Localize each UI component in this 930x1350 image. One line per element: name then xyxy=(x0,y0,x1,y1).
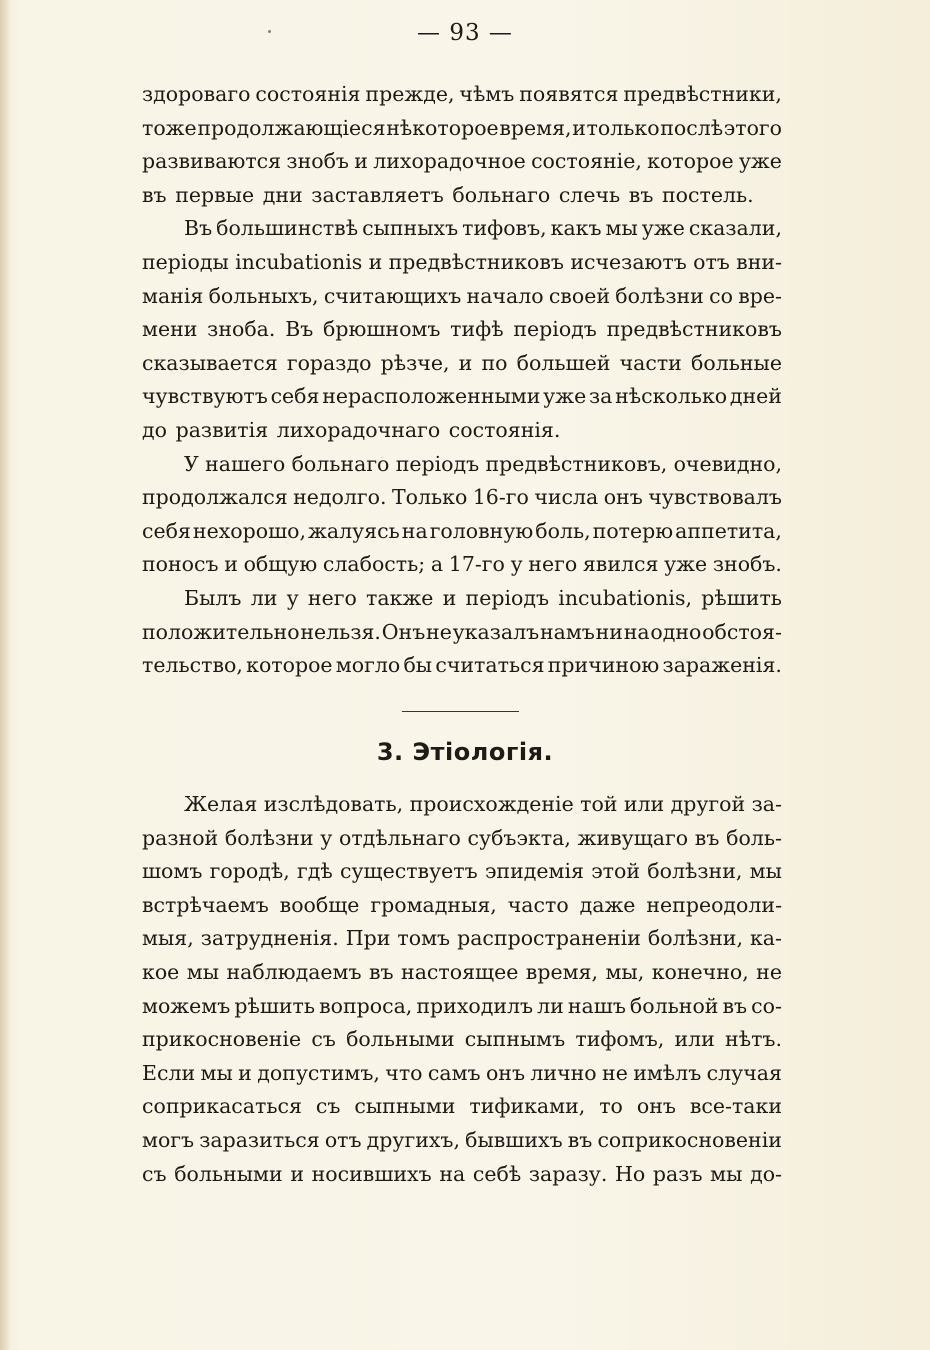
word: ли xyxy=(537,993,564,1018)
word: рѣшить xyxy=(701,585,782,610)
word: другихъ, xyxy=(366,1127,460,1152)
text-line xyxy=(142,313,782,347)
word: и xyxy=(224,552,238,577)
word: болѣзни xyxy=(224,825,314,850)
text-line xyxy=(142,788,782,822)
word: нерасположенными xyxy=(322,384,541,409)
word: не xyxy=(756,959,782,984)
word: жалуясь xyxy=(308,518,400,543)
word: больныхъ, xyxy=(208,283,319,308)
word: здороваго xyxy=(142,82,251,106)
word: дней xyxy=(729,384,782,409)
word: можемъ xyxy=(142,993,231,1018)
word: поносъ xyxy=(142,552,219,577)
section-heading: 3. Этіологія. xyxy=(376,738,554,766)
text-line xyxy=(142,481,782,515)
word: очевидно, xyxy=(673,451,782,476)
word: продолжающіеся xyxy=(197,115,386,140)
word: живущаго xyxy=(577,825,689,850)
word: въ xyxy=(722,993,748,1018)
word: указалъ xyxy=(452,619,540,644)
word: положительно xyxy=(142,619,300,644)
word: головную xyxy=(429,518,534,543)
word: по xyxy=(481,350,508,375)
word: заразу. xyxy=(528,1161,608,1186)
word: болѣзни, xyxy=(647,926,743,951)
word: въ xyxy=(368,959,394,984)
word: той xyxy=(580,792,618,816)
word: нашъ xyxy=(567,993,626,1018)
word: отдѣльнаго xyxy=(339,825,461,850)
text-line xyxy=(142,212,782,246)
section-divider-rule xyxy=(402,711,519,712)
word: отъ xyxy=(693,249,730,274)
word: и xyxy=(458,350,473,375)
word: періодъ xyxy=(465,585,550,610)
word: ли xyxy=(250,585,278,610)
word: Если xyxy=(142,1060,196,1085)
word: самъ xyxy=(427,1060,481,1085)
word: онъ xyxy=(485,1060,526,1085)
text-line xyxy=(142,112,782,146)
word: тифѣ xyxy=(450,317,504,342)
word: большей xyxy=(516,350,611,375)
word: субъэкта, xyxy=(467,825,571,850)
text-line xyxy=(142,246,782,280)
word: то xyxy=(599,1094,623,1119)
word: уже xyxy=(543,384,587,409)
word: и xyxy=(442,585,457,610)
word: случая xyxy=(706,1060,782,1085)
word: слечь xyxy=(558,182,621,207)
word: тифовъ, xyxy=(462,216,547,241)
word: постель. xyxy=(662,182,754,207)
word: части xyxy=(619,350,682,375)
word: которое xyxy=(647,149,734,174)
word: потерю xyxy=(592,518,674,543)
word: время, xyxy=(525,959,598,984)
word: мыя, xyxy=(142,926,194,951)
word: конечно, xyxy=(651,959,749,984)
word: общую xyxy=(243,552,318,577)
word: сказали, xyxy=(688,216,782,241)
word: мы xyxy=(200,1060,233,1085)
word: тификами, xyxy=(469,1094,586,1119)
word: У xyxy=(184,451,199,476)
word: болѣзни, xyxy=(647,859,743,884)
word: съ xyxy=(311,1027,336,1052)
word: болѣзни xyxy=(615,283,704,308)
page-number: — 93 — xyxy=(417,20,513,46)
word: что xyxy=(385,1060,423,1085)
word: чѣмъ xyxy=(459,82,515,106)
word: встрѣчаемъ xyxy=(142,892,269,917)
word: сказывается xyxy=(142,350,278,375)
word: послѣ xyxy=(660,115,724,140)
word: періодъ xyxy=(513,317,597,342)
word: затрудненія. xyxy=(200,926,339,951)
word: изслѣдовать, xyxy=(263,792,404,816)
word: и xyxy=(238,1060,252,1085)
word: больными xyxy=(346,1027,455,1052)
text-line xyxy=(142,179,782,213)
word: вообще xyxy=(279,892,360,917)
word: считающихъ xyxy=(323,283,462,308)
word: въ xyxy=(628,182,654,207)
word: отъ xyxy=(324,1127,362,1152)
word: носившихъ xyxy=(311,1161,432,1186)
word: вни- xyxy=(736,249,782,274)
word: уже xyxy=(641,216,685,241)
word: за xyxy=(588,384,613,409)
word: въ xyxy=(142,182,167,207)
word: со- xyxy=(751,993,782,1018)
word: бы xyxy=(403,653,433,678)
word: знобъ. xyxy=(712,552,782,577)
word: больнаго xyxy=(291,451,390,476)
word: могло xyxy=(335,653,401,678)
word: нашего xyxy=(205,451,286,476)
word: развитія xyxy=(175,417,269,442)
word: у xyxy=(286,585,299,610)
word: тоже xyxy=(142,115,197,140)
word: больными xyxy=(174,1161,283,1186)
text-line xyxy=(142,990,782,1024)
word: на xyxy=(439,1161,466,1186)
word: Желая xyxy=(184,792,258,816)
word: тельство, xyxy=(142,653,243,678)
word: которое xyxy=(246,653,333,678)
word: обстоя- xyxy=(702,619,782,644)
word: прикосновеніе xyxy=(142,1027,302,1052)
word: рѣшить xyxy=(234,993,316,1018)
word: нѣтъ. xyxy=(725,1027,782,1052)
word: аппетита, xyxy=(675,518,782,543)
word: 17-го xyxy=(448,552,505,577)
word: только xyxy=(586,115,660,140)
word: имѣлъ xyxy=(633,1060,702,1085)
word: чувствуютъ xyxy=(142,384,268,409)
word: эпидемія xyxy=(484,859,584,884)
word: сыпными xyxy=(354,1094,456,1119)
word: мы xyxy=(710,1161,743,1186)
word: начало xyxy=(466,283,544,308)
word: у xyxy=(510,552,523,577)
word: а xyxy=(430,552,444,577)
word: Былъ xyxy=(184,585,242,610)
word: время, xyxy=(499,115,572,140)
word: продолжался xyxy=(142,485,288,510)
word: гораздо xyxy=(286,350,372,375)
word: предвѣстниковъ xyxy=(606,317,782,342)
word: онъ xyxy=(603,485,643,510)
word: 16-го xyxy=(472,485,529,510)
word: или xyxy=(674,1027,715,1052)
word: состоянія xyxy=(255,82,361,106)
word: дни xyxy=(262,182,303,207)
word: большинствѣ xyxy=(216,216,359,241)
word: у xyxy=(320,825,333,850)
word: громадныя, xyxy=(370,892,497,917)
word: Но xyxy=(615,1161,646,1186)
text-line xyxy=(142,855,782,889)
word: предвѣстниковъ, xyxy=(485,451,668,476)
text-line xyxy=(142,145,782,179)
word: нѣсколько xyxy=(615,384,728,409)
word: онъ xyxy=(636,1094,676,1119)
word: приходилъ xyxy=(416,993,534,1018)
word: и xyxy=(368,249,383,274)
word: числа xyxy=(534,485,599,510)
word: томъ xyxy=(397,926,451,951)
word: себя xyxy=(142,518,191,543)
word: считаться xyxy=(435,653,545,678)
word: мы, xyxy=(605,959,645,984)
word: недолго. xyxy=(293,485,387,510)
text-line xyxy=(142,1090,782,1124)
word: появятся xyxy=(519,82,619,106)
word: причиною xyxy=(547,653,660,678)
word: съ xyxy=(315,1094,341,1119)
word: наблюдаемъ xyxy=(226,959,362,984)
body-text-before-rule xyxy=(142,78,782,683)
text-line xyxy=(142,1057,782,1091)
word: При xyxy=(345,926,391,951)
word: предвѣстниковъ xyxy=(388,249,564,274)
word: тифомъ, xyxy=(575,1027,665,1052)
word: больные xyxy=(691,350,782,375)
word: и xyxy=(572,115,586,140)
word: уже xyxy=(738,149,782,174)
word: него xyxy=(528,552,578,577)
text-line xyxy=(142,1023,782,1057)
word: на xyxy=(401,518,428,543)
text-line xyxy=(142,582,782,616)
word: разъ xyxy=(652,1161,703,1186)
word: ни xyxy=(595,619,623,644)
word: непреодоли- xyxy=(646,892,782,917)
word: вре- xyxy=(738,283,782,308)
word: этого xyxy=(723,115,782,140)
word: до- xyxy=(750,1161,782,1186)
word: соприкосновеніи xyxy=(597,1127,782,1152)
text-line xyxy=(142,922,782,956)
text-line xyxy=(142,1158,782,1192)
word: рѣзче, xyxy=(380,350,450,375)
word: вопроса, xyxy=(319,993,413,1018)
word: мы xyxy=(749,859,782,884)
word: зараженія. xyxy=(662,653,782,678)
text-line xyxy=(142,956,782,990)
word: не xyxy=(426,619,452,644)
word: допустимъ, xyxy=(257,1060,380,1085)
word: періодъ xyxy=(395,451,480,476)
word: заразиться xyxy=(199,1127,320,1152)
word: своей xyxy=(548,283,610,308)
word: нельзя. xyxy=(300,619,381,644)
body-text-after-heading xyxy=(142,788,782,1191)
word: въ xyxy=(567,1127,593,1152)
word: происхожденіе xyxy=(409,792,574,816)
word: также xyxy=(366,585,434,610)
word: предвѣстники, xyxy=(623,82,782,106)
word: на xyxy=(623,619,650,644)
word: все-таки xyxy=(689,1094,782,1119)
word: уже xyxy=(664,552,708,577)
word: мы xyxy=(605,216,638,241)
text-line xyxy=(142,515,782,549)
word: знобъ xyxy=(286,149,349,174)
word: больной xyxy=(629,993,719,1018)
word: не xyxy=(602,1060,628,1085)
word: гдѣ xyxy=(296,859,333,884)
word: даже xyxy=(579,892,636,917)
word: со xyxy=(709,283,733,308)
word: одно xyxy=(650,619,702,644)
word: могъ xyxy=(142,1127,195,1152)
word: намъ xyxy=(539,619,595,644)
word: какъ xyxy=(550,216,602,241)
word: брюшномъ xyxy=(323,317,441,342)
word: явился xyxy=(582,552,659,577)
word: часто xyxy=(507,892,569,917)
word: другой xyxy=(670,792,746,816)
text-line xyxy=(142,78,782,112)
word: чувствовалъ xyxy=(648,485,782,510)
word: существуетъ xyxy=(339,859,478,884)
word: соприкасаться xyxy=(142,1094,302,1119)
word: зноба. xyxy=(207,317,276,342)
text-line xyxy=(142,822,782,856)
text-line xyxy=(142,280,782,314)
text-line xyxy=(142,889,782,923)
word: настоящее xyxy=(401,959,519,984)
word: періоды xyxy=(142,249,229,274)
word: incubationis, xyxy=(558,585,692,610)
text-line xyxy=(142,649,782,683)
word: мы xyxy=(186,959,220,984)
word: шомъ xyxy=(142,859,203,884)
word: Въ xyxy=(184,216,213,241)
word: Въ xyxy=(285,317,314,342)
page-binding-edge xyxy=(0,0,10,1350)
word: или xyxy=(623,792,665,816)
word: нехорошо, xyxy=(192,518,306,543)
word: incubationis xyxy=(235,249,363,274)
word: себѣ xyxy=(472,1161,522,1186)
word: заставляетъ xyxy=(311,182,444,207)
word: слабость; xyxy=(322,552,426,577)
word: и xyxy=(290,1161,304,1186)
text-line xyxy=(142,548,782,582)
word: исчезаютъ xyxy=(570,249,687,274)
word: городѣ, xyxy=(209,859,290,884)
word: ка- xyxy=(749,926,782,951)
text-line xyxy=(142,347,782,381)
text-line xyxy=(142,1124,782,1158)
word: лихорадочнаго xyxy=(276,417,441,442)
text-line xyxy=(142,448,782,482)
word: распространеніи xyxy=(457,926,641,951)
word: съ xyxy=(142,1161,167,1186)
word: Онъ xyxy=(381,619,426,644)
word: прежде, xyxy=(365,82,455,106)
text-line xyxy=(142,380,782,414)
word: нѣкоторое xyxy=(386,115,499,140)
word: мени xyxy=(142,317,198,342)
word: кое xyxy=(142,959,180,984)
word: манія xyxy=(142,283,204,308)
word: за- xyxy=(751,792,782,816)
word: него xyxy=(307,585,357,610)
word: состояніе, xyxy=(531,149,642,174)
text-line xyxy=(142,616,782,650)
word: сыпныхъ xyxy=(362,216,459,241)
word: боль- xyxy=(726,825,782,850)
word: развиваются xyxy=(142,149,282,174)
word: боль, xyxy=(535,518,591,543)
word: до xyxy=(142,417,167,442)
word: разной xyxy=(142,825,219,850)
word: лично xyxy=(530,1060,597,1085)
word: больнаго xyxy=(452,182,551,207)
word: и xyxy=(354,149,368,174)
word: первые xyxy=(175,182,255,207)
word: состоянія. xyxy=(448,417,561,442)
word: бывшихъ xyxy=(465,1127,563,1152)
text-line xyxy=(142,414,782,448)
word: въ xyxy=(694,825,720,850)
word: этой xyxy=(591,859,641,884)
word: лихорадочное xyxy=(373,149,526,174)
word: себя xyxy=(270,384,320,409)
word: сыпнымъ xyxy=(464,1027,566,1052)
word: Только xyxy=(391,485,468,510)
